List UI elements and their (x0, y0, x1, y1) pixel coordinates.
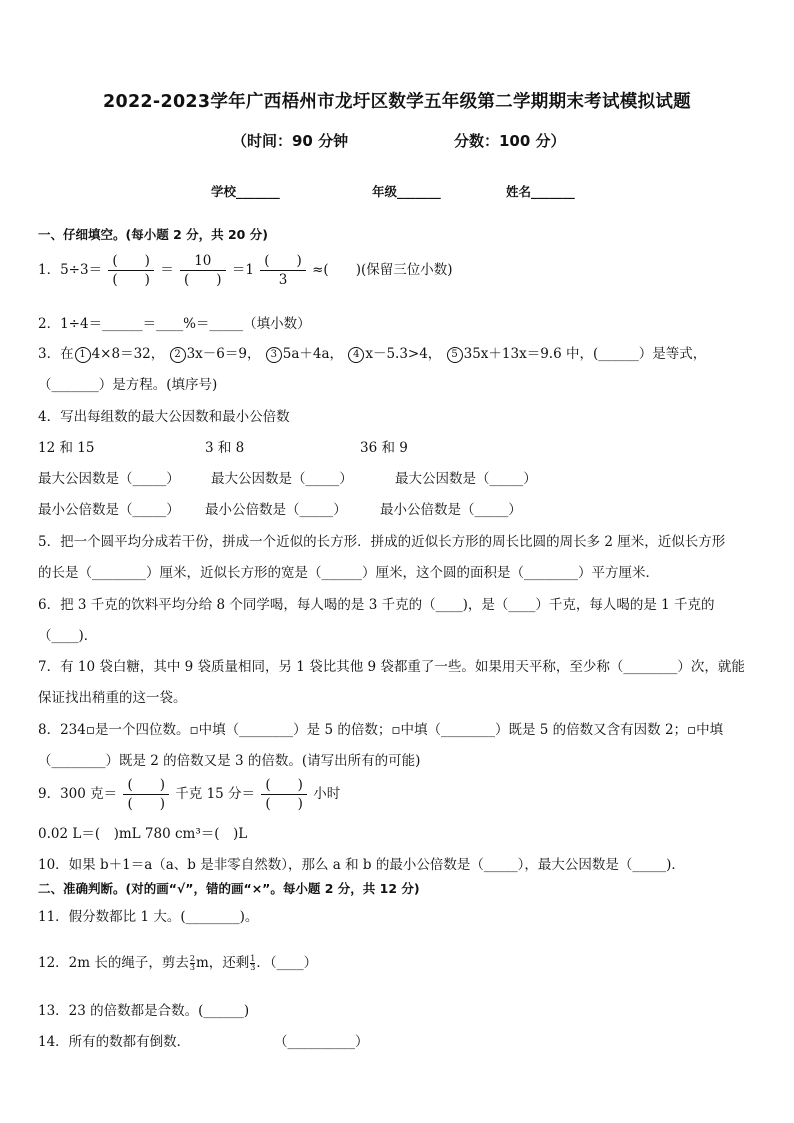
question-1 (38, 252, 453, 289)
q4-group-2: 3 和 8 (205, 440, 245, 456)
q1-fraction-1[interactable] (108, 252, 154, 289)
q1-equals: ＝ (160, 262, 174, 278)
question-7-line-1[interactable]: 7．有 10 袋白糖，其中 9 袋质量相同，另 1 袋比其他 9 袋都重了一些。如果用天平称，至少称（________）次，就能 (38, 659, 745, 675)
q12-mid: m，还剩 (195, 955, 250, 971)
question-10[interactable]: 10．如果 b＋1＝a（a、b 是非零自然数），那么 a 和 b 的最小公倍数是（_____），最大公因数是（_____)． (38, 857, 685, 873)
q9-prefix: 9．300 克＝ (38, 786, 118, 802)
question-5-line-1: 5．把一个圆平均分成若干份，拼成一个近似的长方形．拼成的近似长方形的周长比圆的周长多 2 厘米，近似长方形 (38, 534, 726, 550)
score-label: 分数：100 分） (454, 132, 566, 150)
q1-prefix: 1．5÷3＝ (38, 262, 103, 278)
question-9 (38, 776, 340, 813)
exam-meta (232, 130, 566, 151)
section-2-heading: 二、准确判断。(对的画“√”，错的画“×”。每小题 2 分，共 12 分) (38, 881, 420, 896)
question-11[interactable]: 11．假分数都比 1 大。(________)。 (38, 909, 259, 925)
q3-circle-1: 1 (75, 347, 91, 363)
question-5-line-2[interactable]: 的长是（________）厘米，近似长方形的宽是（______）厘米，这个圆的面积是（________）平方厘米． (38, 565, 659, 581)
q3-circle-4: 4 (348, 347, 364, 363)
q4-gcd-3[interactable]: 最大公因数是（_____） (395, 471, 537, 487)
q1-fraction-3[interactable] (260, 252, 306, 289)
q4-lcm-3[interactable]: 最小公倍数是（_____） (380, 502, 522, 518)
question-8-line-1[interactable]: 8．234▫是一个四位数。▫中填（________）是 5 的倍数；▫中填（________）既是 5 的倍数又含有因数 2；▫中填 (38, 722, 724, 738)
q1-f1-denominator[interactable]: ( ) (112, 272, 150, 288)
q4-lcm-1[interactable]: 最小公倍数是（_____） (38, 502, 180, 518)
q12-f2-denominator: 3 (250, 963, 256, 972)
q3-circle-3: 3 (266, 347, 282, 363)
time-label: （时间：90 分钟 (232, 132, 349, 150)
q1-equals-2: ＝1 (231, 262, 254, 278)
question-3 (38, 342, 706, 363)
q3-circle-2: 2 (170, 347, 186, 363)
page-title: 2022-2023学年广西梧州市龙圩区数学五年级第二学期期末考试模拟试题 (103, 92, 691, 112)
q4-group-3: 36 和 9 (360, 440, 408, 456)
question-14 (38, 1030, 758, 1050)
q9-f2-denominator[interactable]: ( ) (265, 796, 303, 812)
q12-tail[interactable]: ．（____） (256, 955, 318, 971)
q9-tail: 小时 (313, 786, 341, 802)
q3-item-2: 3x－6＝9， (186, 346, 261, 362)
q14-text: 14．所有的数都有倒数． (38, 1034, 191, 1050)
question-9-line-2[interactable]: 0.02 L＝( )mL 780 cm³＝( )L (38, 826, 248, 842)
q9-f1-denominator[interactable]: ( ) (127, 796, 165, 812)
q12-prefix: 12．2m 长的绳子，剪去 (38, 955, 189, 971)
section-1-heading: 一、仔细填空。(每小题 2 分，共 20 分) (38, 227, 268, 242)
q3-intro: 3．在 (38, 346, 74, 362)
q1-f3-denominator: 3 (278, 272, 288, 288)
school-field[interactable]: 学校_______ (211, 184, 280, 199)
q14-blank[interactable]: （__________） (274, 1034, 369, 1050)
question-12 (38, 951, 317, 972)
q1-tail[interactable]: ≈( )(保留三位小数) (312, 262, 453, 278)
q9-mid: 千克 15 分＝ (175, 786, 256, 802)
question-6-line-2[interactable]: （____)． (38, 628, 98, 644)
q4-gcd-1[interactable]: 最大公因数是（_____） (38, 471, 180, 487)
question-2[interactable]: 2．1÷4＝______＝____%＝_____（填小数） (38, 316, 311, 332)
q12-fraction-1 (190, 955, 195, 972)
q9-f1-numerator[interactable]: ( ) (123, 776, 169, 795)
q1-f3-numerator[interactable]: ( ) (260, 252, 306, 271)
q12-f1-numerator: 2 (189, 954, 195, 963)
q3-item-4: x－5.3>4， (365, 346, 442, 362)
question-13[interactable]: 13．23 的倍数都是合数。(______) (38, 1003, 250, 1019)
name-field[interactable]: 姓名_______ (506, 184, 575, 199)
q1-f2-denominator[interactable]: ( ) (184, 272, 222, 288)
q12-f1-denominator: 3 (189, 963, 195, 972)
q3-item-1: 4×8＝32， (91, 346, 165, 362)
grade-field[interactable]: 年级_______ (372, 184, 441, 199)
q3-item-3: 5a＋4a， (282, 346, 344, 362)
question-6-line-1[interactable]: 6．把 3 千克的饮料平均分给 8 个同学喝，每人喝的是 3 千克的（____)，是（____）千克，每人喝的是 1 千克的 (38, 597, 715, 613)
q1-f2-numerator: 10 (180, 252, 226, 271)
q9-fraction-1[interactable] (123, 776, 169, 813)
question-4-title: 4．写出每组数的最大公因数和最小公倍数 (38, 409, 290, 425)
q1-f1-numerator[interactable]: ( ) (108, 252, 154, 271)
q4-gcd-2[interactable]: 最大公因数是（_____） (211, 471, 353, 487)
q12-fraction-2 (250, 955, 255, 972)
question-7-line-2: 保证找出稍重的这一袋。 (38, 690, 187, 706)
q3-circle-5: 5 (447, 347, 463, 363)
q12-f2-numerator: 1 (250, 954, 256, 963)
q9-f2-numerator[interactable]: ( ) (261, 776, 307, 795)
question-3-line-2[interactable]: （_______）是方程。(填序号) (38, 377, 218, 393)
q3-item-5[interactable]: 35x＋13x＝9.6 中，(______）是等式， (463, 346, 707, 362)
question-8-line-2[interactable]: （________）既是 2 的倍数又是 3 的倍数。(请写出所有的可能) (38, 753, 421, 769)
q4-group-1: 12 和 15 (38, 440, 95, 456)
q4-lcm-2[interactable]: 最小公倍数是（_____） (205, 502, 347, 518)
q1-fraction-2[interactable] (180, 252, 226, 289)
q9-fraction-2[interactable] (261, 776, 307, 813)
